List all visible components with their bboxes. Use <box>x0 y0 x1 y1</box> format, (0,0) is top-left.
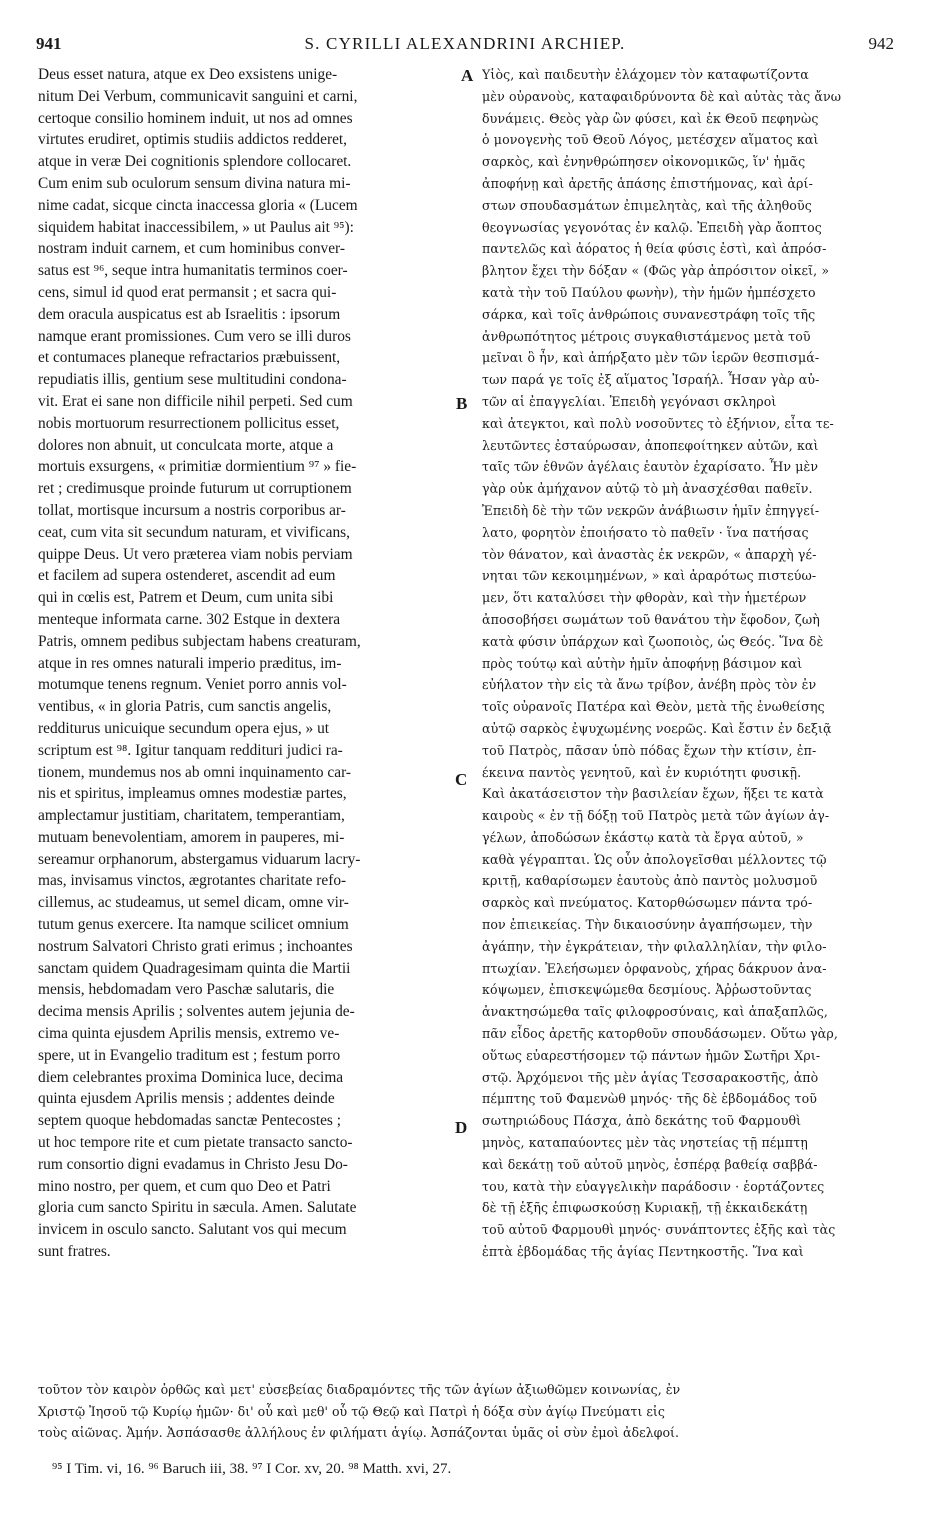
greek-full-width-line: τοὺς αἰῶνας. Ἀμήν. Ἀσπάσασθε ἀλλήλους ἐν φιλήματι ἁγίῳ. Ἀσπάζονται ὑμᾶς οἱ σὺν ἐμοὶ ἀδελφοί. <box>38 1425 679 1440</box>
latin-text-line: et contumaces planeque refractarios præbuissent, <box>38 349 341 367</box>
greek-text-line: ἀνθρωπότητος μέτροις συγκαθιστάμενος μετὰ τοῦ <box>482 328 811 344</box>
greek-text-line: εὐήλατον τὴν εἰς τὰ ἄνω τρίβον, ἀνέβη πρὸς τὸν ἐν <box>482 677 817 693</box>
greek-text-line: έκεινα παντὸς γενητοῦ, καὶ ἐν κυριότητι φυσικῇ. <box>482 764 802 780</box>
latin-text-line: Patris, omnem pedibus subjectam habens creaturam, <box>38 632 361 650</box>
greek-text-line: καὶ ἀτεγκτοι, καὶ πολὺ νοσοῦντες τὸ ἐξήνιον, εἶτα τε- <box>482 415 834 431</box>
latin-text-line: nime cadat, sicque cincta inaccessa gloria « (Lucem <box>38 196 358 214</box>
latin-text-line: mino nostro, per quem, et cum quo Deo et Patri <box>38 1177 331 1195</box>
greek-text-line: ἀποσοβήσει σωμάτων τοῦ θανάτου τὴν ἔφοδον, ζωὴ <box>482 611 820 627</box>
latin-text-line: spere, ut in Evangelio traditum est ; festum porro <box>38 1046 341 1064</box>
latin-text-line: tutum genus exercere. Ita namque scilicet omnium <box>38 916 349 934</box>
greek-full-width-line: Χριστῷ Ἰησοῦ τῷ Κυρίῳ ἡμῶν· δι' οὗ καὶ μεθ' οὗ τῷ Θεῷ καὶ Πατρὶ ἡ δόξα σὺν ἁγίῳ Πνεύματι εἰς <box>38 1403 665 1419</box>
latin-text-line: ceat, cum vita sit secundum naturam, et vivificans, <box>38 523 350 541</box>
greek-column <box>482 64 898 1263</box>
latin-text-line: nostrum Salvatori Christo grati erimus ; inchoantes <box>38 937 353 955</box>
greek-text-line: θεογνωσίας γεγονότας ἐν καλῷ. Ἐπειδὴ γὰρ ἄοπτος <box>482 219 822 235</box>
latin-text-line: rum consortio digni evadamus in Christo Jesu Do- <box>38 1155 348 1173</box>
greek-text-line: ἀγάπην, τὴν ἐγκράτειαν, τὴν φιλαλληλίαν, τὴν φιλο- <box>482 938 827 954</box>
greek-text-line: καὶ δεκάτῃ τοῦ αὐτοῦ μηνὸς, ἑσπέρᾳ βαθείᾳ σαββά- <box>482 1156 818 1172</box>
margin-letter-b: B <box>456 394 468 413</box>
latin-text-line: ret ; credimusque proinde futurum ut corruptionem <box>38 480 352 498</box>
latin-text-line: septem quoque hebdomadas sanctæ Pentecostes ; <box>38 1112 342 1130</box>
greek-text-line: Ἐπειδὴ δὲ τὴν τῶν νεκρῶν ἀνάβιωσιν ἡμῖν ἐπηγγεί- <box>482 502 820 518</box>
latin-text-line: certoque consilio hominem induit, ut nos ad omnes <box>38 109 353 127</box>
greek-text-line: καθὰ γέγραπται. Ὡς οὖν ἀπολογεῖσθαι μέλλοντες τῷ <box>482 851 827 867</box>
greek-text-line: σάρκα, καὶ τοῖς ἀνθρώποις συνανεστράφη τοῖς τῆς <box>482 306 816 322</box>
greek-text-line: του, κατὰ τὴν εὐαγγελικὴν παράδοσιν · ἑορτάζοντες <box>482 1178 825 1194</box>
greek-text-line: νηται τῶν κεκοιμημένων, » καὶ ἀραρότως πιστεύω- <box>482 568 817 584</box>
latin-text-line: ventibus, « in gloria Patris, cum sanctis angelis, <box>38 698 332 716</box>
latin-text-line: decima mensis Aprilis ; solventes autem jejunia de- <box>38 1003 355 1021</box>
greek-text-line: οὕτως εὐαρεστήσομεν τῷ πάντων ἡμῶν Σωτῆρι Χρι- <box>482 1047 821 1063</box>
latin-text-line: sunt fratres. <box>38 1243 111 1261</box>
greek-text-line: πρὸς τούτῳ καὶ αὐτὴν ἡμῖν ἀποφήνῃ βάσιμον καὶ <box>482 655 803 671</box>
latin-text-line: invicem in osculo sancto. Salutant vos qui mecum <box>38 1221 347 1239</box>
greek-text-line: καιροὺς « ἐν τῇ δόξῃ τοῦ Πατρὸς μετὰ τῶν ἁγίων ἀγ- <box>482 808 830 824</box>
footnotes: ⁹⁵ I Tim. vi, 16. ⁹⁶ Baruch iii, 38. ⁹⁷ I Cor. xv, 20. ⁹⁸ Matth. xvi, 27. <box>52 1461 452 1477</box>
greek-full-width-line: τοῦτον τὸν καιρὸν ὀρθῶς καὶ μετ' εὐσεβείας διαδραμόντες τῆς τῶν ἁγίων ἀξιωθῶμεν κοινωνίας, ἐν <box>38 1382 681 1397</box>
greek-text-line: στων σπουδασμάτων ἐπιμελητὰς, καὶ τῆς ἀληθοῦς <box>482 197 812 213</box>
latin-text-line: siquidem habitat inaccessibilem, » ut Paulus ait ⁹⁵): <box>38 218 354 236</box>
latin-text-line: diem celebrantes proxima Dominica luce, decima <box>38 1068 344 1086</box>
latin-text-line: et facilem ad supera ostenderet, ascendit ad eum <box>38 567 336 585</box>
greek-text-line: τοῖς οὐρανοῖς Πατέρα καὶ Θεὸν, μετὰ τῆς ἑνωθείσης <box>482 699 825 715</box>
latin-text-line: Cum enim sub oculorum sensum divina natura mi- <box>38 174 351 192</box>
greek-text-line: τὸν θάνατον, καὶ ἀναστὰς ἐκ νεκρῶν, « ἀπαρχὴ γέ- <box>482 546 817 562</box>
latin-text-line: mortuis exsurgens, « primitiæ dormientium ⁹⁷ » fie- <box>38 458 357 476</box>
latin-text-line: scriptum est ⁹⁸. Igitur tanquam reddituri judici ra- <box>38 741 343 759</box>
greek-text-line: σαρκὸς, καὶ ἐνηνθρώπησεν οἰκονομικῶς, ἵν' ἡμᾶς <box>482 154 806 170</box>
greek-text-line: ἀποφήνῃ καὶ ἀρετῆς ἁπάσης ἐπιστήμονας, καὶ ἀρί- <box>482 175 813 191</box>
latin-column <box>38 64 456 1263</box>
greek-text-line: Υἱὸς, καὶ παιδευτὴν ἐλάχομεν τὸν καταφωτίζοντα <box>482 67 809 82</box>
latin-text-line: menteque informata carne. 302 Estque in dextera <box>38 610 341 628</box>
greek-text-line: σωτηριώδους Πάσχα, ἀπὸ δεκάτης τοῦ Φαρμουθὶ <box>482 1113 802 1129</box>
latin-text-line: cillemus, ac studeamus, ut semel dicam, omne vir- <box>38 894 349 912</box>
greek-text-line: μεῖναι ὃ ἦν, καὶ ἀπήρξατο μὲν τῶν ἱερῶν θεσπισμά- <box>482 350 820 366</box>
greek-text-line: γέλων, ἀποδώσων ἑκάστῳ κατὰ τὰ ἔργα αὐτοῦ, » <box>482 829 804 845</box>
latin-text-line: namque erant promissiones. Cum vero se illi duros <box>38 327 351 345</box>
page-number-right: 942 <box>868 34 894 53</box>
greek-text-line: πον ἐπιεικείας. Τὴν δικαιοσύνην ἀγαπήσωμεν, τὴν <box>482 917 813 933</box>
latin-text-line: cens, simul id quod erat permansit ; et sacra qui- <box>38 283 337 301</box>
page-header <box>36 34 894 58</box>
greek-text-line: πέμπτης τοῦ Φαμενὼθ μηνός· τῆς δὲ ἑβδομάδος τοῦ <box>482 1091 818 1107</box>
greek-text-line: κριτῇ, καθαρίσωμεν ἑαυτοὺς ἀπὸ παντὸς μολυσμοῦ <box>482 873 818 889</box>
greek-text-line: πᾶν εἶδος ἀρετῆς κατορθοῦν σπουδάσωμεν. Οὕτω γὰρ, <box>482 1026 838 1042</box>
latin-text-line: mas, invisamus vinctos, ægrotantes charitate refo- <box>38 872 347 890</box>
greek-text-line: τῶν αἱ ἐπαγγελίαι. Ἐπειδὴ γεγόνασι σκληροὶ <box>482 393 777 409</box>
greek-text-line: ἀνακτησώμεθα ταῖς φιλοφροσύναις, καὶ ἁπαξαπλῶς, <box>482 1004 829 1020</box>
greek-text-line: μηνὸς, καταπαύοντες μὲν τὰς νηστείας τῇ πέμπτῃ <box>482 1135 808 1151</box>
greek-text-line: σαρκὸς καὶ πνεύματος. Κατορθώσωμεν πάντα τρό- <box>482 895 813 911</box>
latin-text-line: atque in veræ Dei cognitionis splendore collocaret. <box>38 153 352 171</box>
greek-text-line: στῷ. Ἀρχόμενοι τῆς μὲν ἁγίας Τεσσαρακοστῆς, ἀπὸ <box>482 1069 819 1085</box>
latin-text-line: sanctam quidem Quadragesimam quinta die Martii <box>38 959 351 977</box>
latin-text-line: mensis, hebdomadam vero Paschæ salutaris, die <box>38 981 335 999</box>
greek-text-line: λευτῶντες ἐσταύρωσαν, ἀποπεφοίτηκεν αὐτῶν, καὶ <box>482 437 819 453</box>
latin-text-line: sereamur orphanorum, abstergamus viduarum lacry- <box>38 850 361 868</box>
greek-text-line: ἑπτὰ ἑβδομάδας τῆς ἁγίας Πεντηκοστῆς. Ἵνα καὶ <box>482 1244 804 1260</box>
latin-text-line: amplectamur justitiam, charitatem, temperantiam, <box>38 807 345 825</box>
latin-text-line: mutuam benevolentiam, amorem in pauperes, mi- <box>38 828 345 846</box>
greek-text-line: κόψωμεν, ἐπισκεψώμεθα δεσμίους. Ἀῤῥωστοῦντας <box>482 982 812 998</box>
latin-text-line: vit. Erat ei sane non difficile nihil perpeti. Sed cum <box>38 392 353 410</box>
latin-text-line: virtutes erudiret, optimis studiis addictos redderet, <box>38 131 348 149</box>
greek-text-line: μὲν οὐρανοὺς, καταφαιδρύνοντα δὲ καὶ αὐτὰς τὰς ἄνω <box>482 88 842 104</box>
greek-text-line: Καὶ ἀκατάσειστον τὴν βασιλείαν ἔχων, ἥξει τε κατὰ <box>482 786 824 802</box>
margin-letter-c: C <box>455 770 468 789</box>
greek-text-line: κατὰ τὴν τοῦ Παύλου φωνὴν), τὴν ἡμῶν ἠμπέσχετο <box>482 284 816 300</box>
page-number-left: 941 <box>36 34 62 53</box>
margin-letter-d: D <box>455 1118 468 1137</box>
greek-text-line: βλητον ἔχει τὴν δόξαν « (Φῶς γὰρ ἀπρόσιτον οἰκεῖ, » <box>482 263 830 279</box>
latin-text-line: Deus esset natura, atque ex Deo exsistens unige- <box>38 66 338 83</box>
latin-text-line: qui in cœlis est, Patrem et Deum, cum unita sibi <box>38 589 334 607</box>
latin-text-line: quinta ejusdem Aprilis mensis ; addentes deinde <box>38 1090 335 1108</box>
greek-text-line: γὰρ οὐκ ἀμήχανον αὐτῷ τὸ μὴ ἀνασχέσθαι παθεῖν. <box>482 481 813 497</box>
latin-text-line: gloria cum sancto Spiritu in sæcula. Amen. Salutate <box>38 1199 357 1217</box>
greek-text-line: ταῖς τῶν ἐθνῶν ἀγέλαις ἑαυτὸν ἐχαρίσατο. Ἦν μὲν <box>482 459 819 475</box>
latin-text-line: motumque tenens regnum. Veniet porro annis vol- <box>38 676 347 694</box>
greek-text-line: δυνάμεις. Θεὸς γὰρ ὢν φύσει, καὶ ἐκ Θεοῦ πεφηνὼς <box>482 110 819 126</box>
greek-text-line: δὲ τῇ ἑξῆς ἐπιφωσκούσῃ Κυριακῇ, τῇ ἐκκαιδεκάτῃ <box>482 1200 808 1216</box>
greek-text-line: αὐτῷ σαρκὸς ἐψυχωμένης νοερῶς. Καὶ ἔστιν ἐν δεξιᾷ <box>482 720 832 736</box>
greek-text-line: λατο, φορητὸν ἐποιήσατο τὸ παθεῖν · ἵνα πατήσας <box>482 524 809 540</box>
latin-text-line: redditurus unicuique secundum opera ejus, » ut <box>38 719 330 737</box>
margin-letter-a: A <box>461 66 474 85</box>
latin-text-line: tionem, mundemus nos ab omni inquinamento car- <box>38 763 352 781</box>
latin-text-line: repudiatis illis, gentium sese multitudini condona- <box>38 371 347 389</box>
latin-text-line: dolores non abnuit, ut conculcata morte, atque a <box>38 436 334 454</box>
greek-text-line: παντελῶς καὶ ἀόρατος ἡ θεία φύσις ἐστὶ, καὶ ἀπρόσ- <box>482 241 827 257</box>
latin-text-line: atque in res omnes naturali imperio præditus, im- <box>38 654 342 672</box>
greek-text-line: πτωχίαν. Ἐλεήσωμεν ὀρφανοὺς, χήρας δάκρυον ἀνα- <box>482 960 827 976</box>
latin-text-line: tollat, mortisque incursum a nostris corporibus ar- <box>38 501 346 519</box>
greek-text-line: κατὰ φύσιν ὑπάρχων καὶ ζωοποιὸς, ὡς Θεός. Ἵνα δὲ <box>482 633 824 649</box>
latin-text-line: ut hoc tempore rite et cum pietate transacto sancto- <box>38 1134 353 1152</box>
latin-text-line: cima quinta ejusdem Aprilis mensis, extremo ve- <box>38 1025 340 1043</box>
latin-text-line: nitum Dei Verbum, communicavit sanguini et carni, <box>38 87 358 105</box>
greek-text-line: τοῦ Πατρὸς, πᾶσαν ὑπὸ πόδας ἔχων τὴν κτίσιν, ἐπ- <box>482 742 817 758</box>
latin-text-line: nostram induit carnem, et cum hominibus conver- <box>38 240 346 258</box>
latin-text-line: nis et spiritus, impleamus omnes modestiæ partes, <box>38 785 347 803</box>
latin-text-line: nobis mortuorum resurrectionem pollicitus esset, <box>38 414 340 432</box>
greek-text-line: των παρά γε τοῖς ἐξ αἵματος Ἰσραήλ. Ἦσαν γὰρ αὐ- <box>482 372 820 388</box>
running-title: S. CYRILLI ALEXANDRINI ARCHIEP. <box>304 34 626 53</box>
latin-text-line: satus est ⁹⁶, seque intra humanitatis terminos coer- <box>38 262 348 280</box>
latin-text-line: dem oracula auspicatus est ab Israelitis : ipsorum <box>38 305 341 323</box>
latin-text-line: quippe Deus. Ut vero præterea viam nobis perviam <box>38 545 353 563</box>
greek-text-line: μεν, ὅτι καταλύσει τὴν φθορὰν, καὶ τὴν ἡμετέρων <box>482 590 807 606</box>
greek-text-line: τοῦ αὐτοῦ Φαρμουθὶ μηνός· συνάπτοντες ἑξῆς καὶ τὰς <box>482 1222 836 1238</box>
greek-closing-paragraph <box>38 1379 898 1444</box>
greek-text-line: ὁ μονογενὴς τοῦ Θεοῦ Λόγος, μετέσχεν αἵματος καὶ <box>482 132 819 148</box>
